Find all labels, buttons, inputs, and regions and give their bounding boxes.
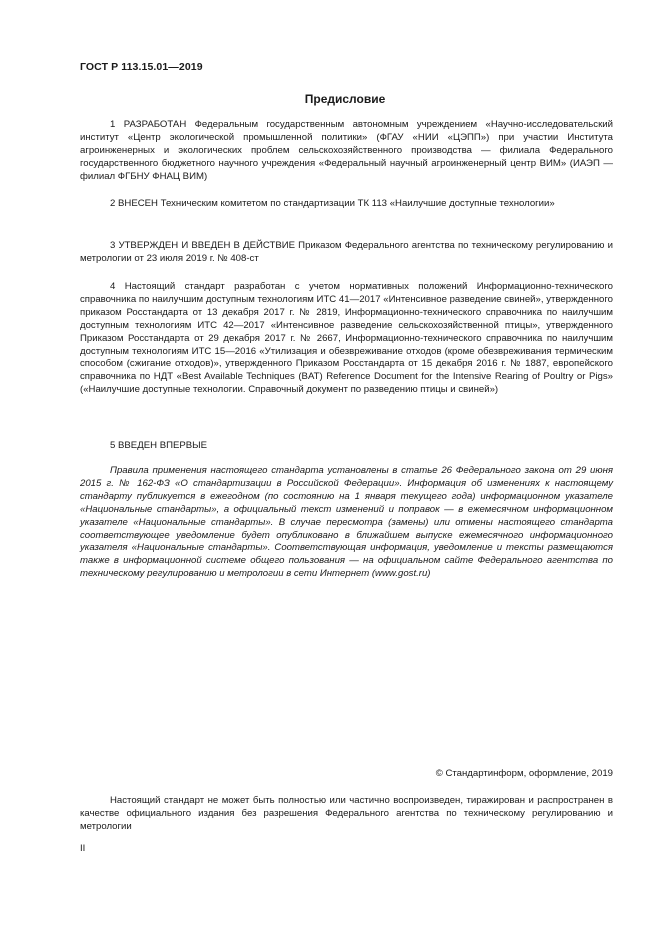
- paragraph-approved: 3 УТВЕРЖДЕН И ВВЕДЕН В ДЕЙСТВИЕ Приказом Федерального агентства по техническому регулированию и метрологии от 23 июля 2019 г. № 408-ст: [80, 240, 613, 264]
- paragraph-submitted-by: 2 ВНЕСЕН Техническим комитетом по стандартизации ТК 113 «Наилучшие доступные технологии»: [110, 198, 555, 209]
- paragraph-introduced-first-time: 5 ВВЕДЕН ВПЕРВЫЕ: [110, 440, 208, 451]
- application-rules-notice: Правила применения настоящего стандарта установлены в статье 26 Федерального закона от 29 июня 2015 г. № 162-ФЗ «О стандартизации в Российской Федерации». Информация об изменениях к настоящему стандарту публикуется в ежегодном (по состоянию на 1 января текущего года) информационном указателе «Национальные стандарты», а официальный текст изменений и поправок — в ежемесячном информационном указателе «Национальные стандарты». В случае пересмотра (замены) или отмены настоящего стандарта соответствующее уведомление будет опубликовано в ближайшем выпуске ежемесячного информационного указателя «Национальные стандарты». Соответствующая информация, уведомление и тексты размещаются также в информационной системе общего пользования — на официальном сайте Федерального агентства по техническому регулированию и метрологии в сети Интернет (www.gost.ru): [80, 465, 613, 580]
- page-number: II: [80, 843, 86, 854]
- paragraph-developed-by: 1 РАЗРАБОТАН Федеральным государственным автономным учреждением «Научно-исследовательский институт «Центр экологической промышленной политики» (ФГАУ «НИИ «ЦЭПП») при участии Института агроинженерных и экологических проблем сельскохозяйственного производства — филиала Федерального государственного бюджетного научного учреждения «Федеральный научный агроинженерный центр ВИМ» (ИАЭП — филиал ФГБНУ ФНАЦ ВИМ): [80, 119, 613, 182]
- copyright-line: © Стандартинформ, оформление, 2019: [435, 768, 613, 779]
- paragraph-developed-basis: 4 Настоящий стандарт разработан с учетом нормативных положений Информационно-технического справочника по наилучшим доступным технологиям ИТС 41—2017 «Интенсивное разведение свиней», утвержденного приказом Росстандарта от 13 декабря 2017 г. № 2819, Информационно-технического справочника по наилучшим доступным технологиям ИТС 42—2017 «Интенсивное разведение сельскохозяйственной птицы», утвержденного Приказом Росстандарта от 29 декабря 2017 г. № 2667, Информационно-технического справочника по наилучшим доступным технологиям ИТС 15—2016 «Утилизация и обезвреживание отходов (кроме обезвреживания термическим способом (сжигание отходов)», утвержденного Приказом Росстандарта от 15 декабря 2016 г. № 1887, европейского справочника по НДТ «Best Available Techniques (BAT) Reference Document for the Intensive Rearing of Poultry or Pigs» («Наилучшие доступные технологии. Справочный документ по разведению птицы и свиней»): [80, 281, 613, 396]
- page-title: Предисловие: [304, 92, 386, 106]
- rights-statement: Настоящий стандарт не может быть полностью или частично воспроизведен, тиражирован и распространен в качестве официального издания без разрешения Федерального агентства по техническому регулированию и метрологии: [80, 795, 613, 832]
- standard-code: ГОСТ Р 113.15.01—2019: [80, 61, 203, 73]
